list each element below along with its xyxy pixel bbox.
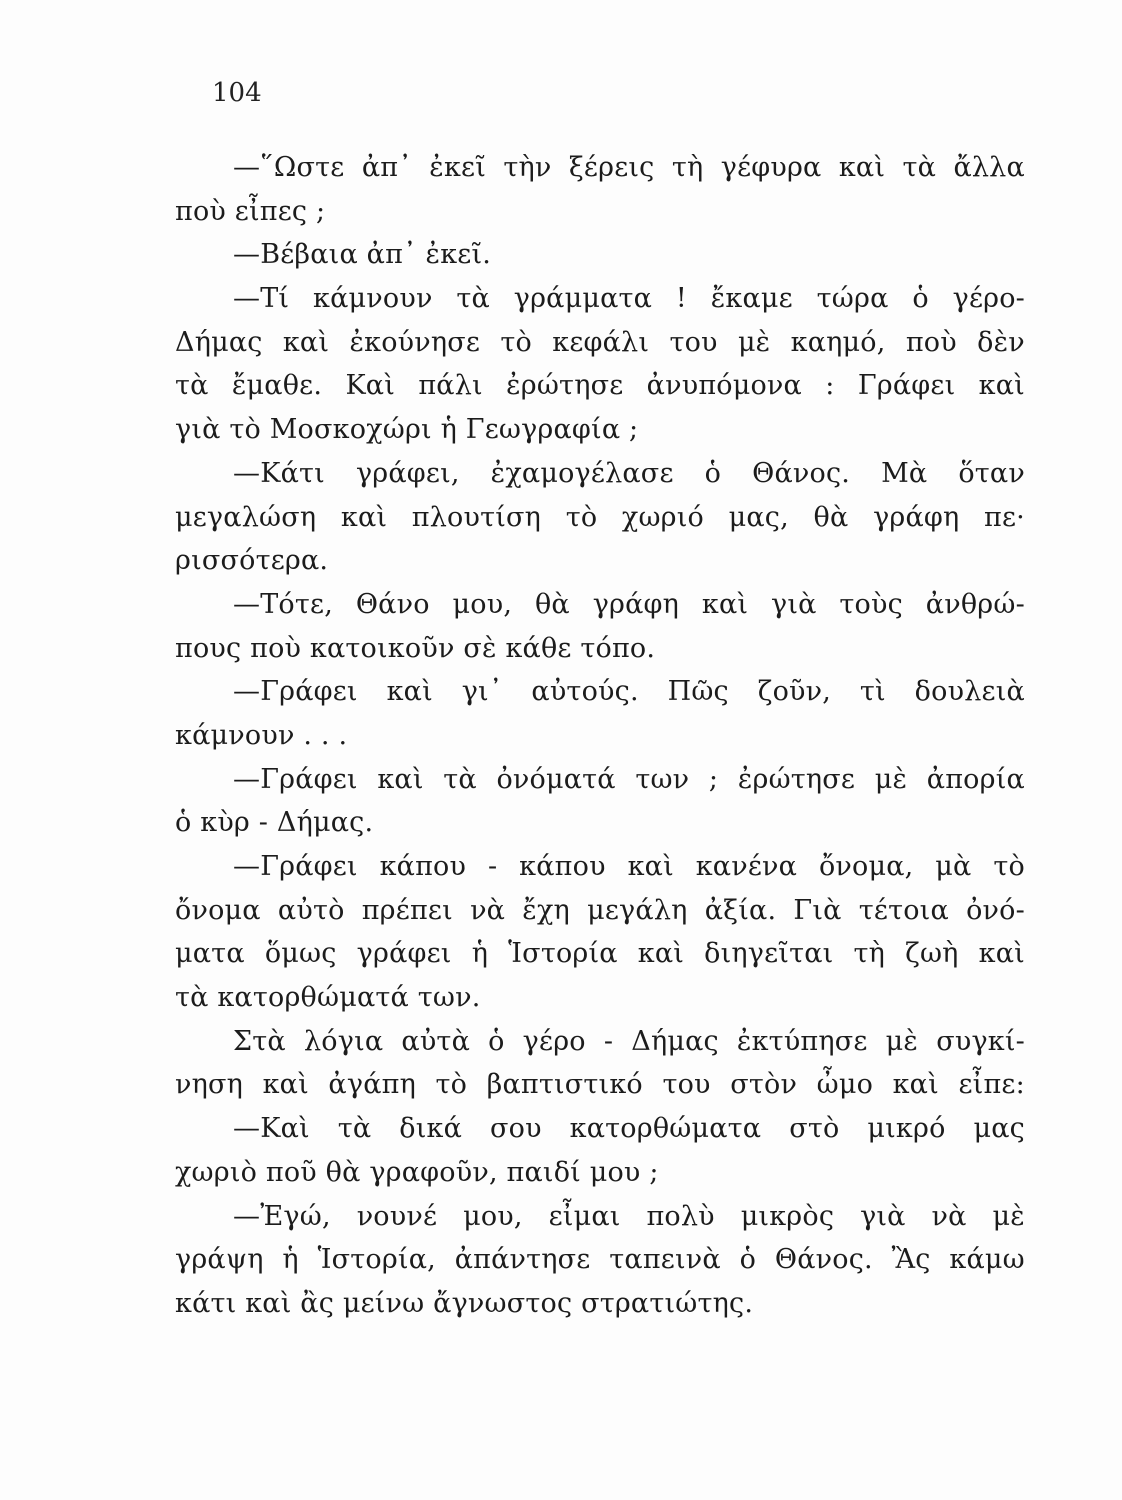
- text-line: [175, 583, 1025, 627]
- word: λόγια: [303, 1025, 384, 1057]
- word: αὐτὰ: [401, 1025, 471, 1057]
- text-line: [175, 190, 1025, 234]
- text-line: [175, 146, 1025, 190]
- word: μου,: [463, 1200, 523, 1232]
- text-line: [175, 932, 1025, 976]
- word: ὅμως: [264, 938, 337, 970]
- word: ματα: [175, 938, 245, 970]
- word: ἔχη: [522, 894, 570, 926]
- word: μου,: [452, 588, 513, 620]
- word: δικά: [399, 1113, 463, 1145]
- word: μας: [973, 1113, 1025, 1145]
- word: νηση: [175, 1069, 243, 1101]
- word: ὁ: [488, 1025, 505, 1057]
- word: :: [825, 370, 835, 402]
- word: γέφυρα: [720, 152, 822, 183]
- word: κατορθώματα: [569, 1113, 762, 1145]
- word: ὀνό-: [966, 894, 1025, 926]
- word: αὐτὸ: [277, 894, 345, 926]
- word: Γιὰ: [793, 894, 842, 926]
- word: ἀπορία: [926, 763, 1025, 795]
- word: τὰ: [902, 152, 937, 183]
- word: νὰ: [931, 1200, 967, 1232]
- text-line: [175, 801, 1025, 845]
- text-line: [175, 1282, 1025, 1326]
- text-line: [175, 277, 1025, 321]
- word: ἐκούνησε: [349, 326, 481, 358]
- word: ὀνόματά: [496, 763, 616, 795]
- word: τοὺς: [839, 588, 903, 620]
- word: !: [675, 283, 687, 315]
- text-line: [175, 627, 1025, 671]
- word: μὲ: [885, 1025, 919, 1057]
- word: ὁ: [739, 1244, 757, 1276]
- word: καὶ: [701, 588, 749, 620]
- word: εἶπε:: [958, 1069, 1025, 1101]
- text-line: [175, 539, 1025, 583]
- text-line: [175, 1195, 1025, 1239]
- line-text: τὰ κατορθώματά των.: [175, 982, 481, 1014]
- word: καὶ: [637, 938, 685, 970]
- word: ποὺ: [905, 326, 957, 358]
- word: —Καὶ: [233, 1113, 310, 1145]
- line-text: ὁ κὺρ - Δήμας.: [175, 807, 374, 839]
- word: καημό,: [790, 326, 886, 358]
- word: καὶ: [282, 326, 330, 358]
- word: ὦμο: [816, 1069, 874, 1101]
- word: αὐτούς.: [531, 676, 639, 708]
- text-line: [175, 496, 1025, 540]
- word: δουλειὰ: [914, 676, 1025, 708]
- word: εἶμαι: [548, 1200, 621, 1232]
- word: μὲ: [737, 326, 771, 358]
- word: στὸ: [789, 1113, 840, 1145]
- word: τέτοια: [858, 894, 949, 926]
- page-number: 104: [212, 78, 262, 108]
- line-text: πους ποὺ κατοικοῦν σὲ κάθε τόπο.: [175, 632, 656, 664]
- word: χωριό: [621, 501, 704, 533]
- word: -: [603, 1025, 614, 1057]
- word: μὰ: [935, 851, 972, 882]
- word: Πῶς: [667, 676, 729, 708]
- word: καὶ: [340, 501, 388, 533]
- word: καὶ: [386, 676, 433, 708]
- word: ἡ: [282, 1244, 299, 1276]
- word: τὸ: [500, 326, 532, 358]
- word: τὸ: [993, 851, 1025, 882]
- word: ἡ: [471, 938, 489, 970]
- word: νὰ: [470, 894, 506, 926]
- word: ἀξία.: [704, 894, 777, 926]
- text-line: [175, 452, 1025, 496]
- word: γράφει: [356, 938, 452, 970]
- word: καὶ: [978, 938, 1025, 970]
- word: —῞Ωστε: [233, 152, 345, 183]
- word: ἀπάντησε: [454, 1244, 591, 1276]
- word: καὶ: [892, 1069, 939, 1101]
- word: Γράφει: [857, 370, 956, 402]
- word: στὸν: [730, 1069, 798, 1101]
- text-line: [175, 408, 1025, 452]
- word: τὰ: [337, 1113, 372, 1145]
- word: ζοῦν,: [757, 676, 832, 708]
- word: τὴ: [853, 938, 886, 970]
- word: ὄνομα,: [818, 851, 914, 882]
- word: Θάνος.: [752, 457, 851, 489]
- word: γέρο-: [952, 283, 1025, 315]
- word: Καὶ: [345, 370, 396, 402]
- word: καὶ: [838, 152, 886, 183]
- word: γιὰ: [771, 588, 817, 620]
- word: —Γράφει: [233, 676, 358, 708]
- text-line: [175, 1020, 1025, 1064]
- word: ὁ: [704, 457, 722, 489]
- text-line: [175, 845, 1025, 889]
- word: μὲ: [874, 763, 908, 795]
- word: Στὰ: [233, 1025, 286, 1057]
- line-text: κάτι καὶ ἂς μείνω ἄγνωστος στρατιώτης.: [175, 1287, 754, 1319]
- text-line: [175, 233, 1025, 277]
- word: γράψη: [175, 1244, 264, 1276]
- line-text: κάμνουν . . .: [175, 719, 348, 751]
- word: γι᾽: [461, 676, 503, 708]
- text-line: [175, 670, 1025, 714]
- word: ζωὴ: [905, 938, 959, 970]
- word: καὶ: [978, 370, 1025, 402]
- word: ἐχαμογέλασε: [490, 457, 674, 489]
- word: Δήμας: [175, 326, 263, 358]
- word: θὰ: [813, 501, 849, 533]
- word: μας,: [728, 501, 789, 533]
- line-text: ποὺ εἶπες ;: [175, 195, 326, 227]
- word: ἀνυπόμονα: [646, 370, 802, 402]
- word: καὶ: [377, 763, 424, 795]
- word: ὄνομα: [175, 894, 261, 926]
- word: ἐκεῖ: [429, 152, 486, 183]
- word: μεγαλώση: [175, 501, 317, 533]
- word: τὸ: [565, 501, 598, 533]
- text-line: [175, 1238, 1025, 1282]
- word: τὴν: [503, 152, 552, 183]
- word: γράμματα: [513, 283, 653, 315]
- line-text: γιὰ τὸ Μοσκοχώρι ἡ Γεωγραφία ;: [175, 414, 639, 446]
- word: πολὺ: [646, 1200, 715, 1232]
- word: καὶ: [262, 1069, 309, 1101]
- word: κάμνουν: [313, 283, 433, 315]
- word: τὴ: [671, 152, 704, 183]
- text-line: [175, 1151, 1025, 1195]
- word: ἐρώτησε: [506, 370, 624, 402]
- word: —Γράφει: [233, 763, 358, 795]
- word: πρέπει: [361, 894, 453, 926]
- word: —Γράφει: [233, 851, 358, 882]
- word: Ἱστορία: [508, 938, 618, 970]
- word: —Κάτι: [233, 457, 325, 489]
- body-text: [175, 146, 1025, 1326]
- word: συγκί-: [936, 1025, 1025, 1057]
- line-text: ρισσότερα.: [175, 545, 329, 577]
- word: θὰ: [534, 588, 570, 620]
- word: Μὰ: [881, 457, 928, 489]
- word: τώρα: [816, 283, 889, 315]
- word: πλουτίση: [411, 501, 542, 533]
- word: νουνέ: [356, 1200, 438, 1232]
- word: ἀνθρώ-: [925, 588, 1025, 620]
- word: ἔκαμε: [710, 283, 793, 315]
- text-line: [175, 758, 1025, 802]
- word: ταπεινὰ: [609, 1244, 721, 1276]
- word: γράφη: [592, 588, 680, 620]
- word: Ἱστορία,: [317, 1244, 436, 1276]
- text-line: [175, 364, 1025, 408]
- word: κεφάλι: [552, 326, 650, 358]
- word: τὰ: [175, 370, 209, 402]
- word: τὸ: [435, 1069, 468, 1101]
- text-line: [175, 1063, 1025, 1107]
- word: πάλι: [418, 370, 483, 402]
- word: Θάνο: [355, 588, 430, 620]
- word: καὶ: [627, 851, 674, 882]
- word: γέρο: [522, 1025, 586, 1057]
- word: του: [669, 326, 718, 358]
- text-line: [175, 1107, 1025, 1151]
- word: Ἂς: [891, 1244, 931, 1276]
- word: βαπτιστικό: [486, 1069, 643, 1101]
- word: μικρό: [867, 1113, 946, 1145]
- word: —Τότε,: [233, 588, 333, 620]
- word: δὲν: [977, 326, 1025, 358]
- word: ἀγάπη: [328, 1069, 416, 1101]
- word: ὅταν: [958, 457, 1025, 489]
- word: —Ἐγώ,: [233, 1200, 331, 1232]
- word: μεγάλη: [587, 894, 688, 926]
- word: ;: [708, 763, 719, 795]
- word: πε·: [984, 501, 1025, 533]
- word: τὰ: [456, 283, 490, 315]
- word: του: [662, 1069, 711, 1101]
- word: μικρὸς: [740, 1200, 835, 1232]
- word: γιὰ: [860, 1200, 906, 1232]
- word: ὁ: [912, 283, 929, 315]
- word: ξέρεις: [568, 152, 655, 183]
- word: κάμω: [949, 1244, 1025, 1276]
- word: -: [487, 851, 498, 882]
- word: τὰ: [443, 763, 477, 795]
- text-line: [175, 976, 1025, 1020]
- line-text: —Βέβαια ἀπ᾽ ἐκεῖ.: [233, 239, 492, 271]
- word: γράφη: [873, 501, 960, 533]
- word: ἐρώτησε: [737, 763, 856, 795]
- line-text: χωριὸ ποῦ θὰ γραφοῦν, παιδί μου ;: [175, 1156, 659, 1188]
- word: κάπου: [519, 851, 606, 882]
- word: ἐκτύπησε: [736, 1025, 868, 1057]
- word: Θάνος.: [774, 1244, 873, 1276]
- text-line: [175, 321, 1025, 365]
- word: σου: [489, 1113, 542, 1145]
- text-line: [175, 889, 1025, 933]
- word: γράφει,: [355, 457, 460, 489]
- word: κανένα: [695, 851, 798, 882]
- word: ἄλλα: [953, 152, 1025, 183]
- word: μὲ: [992, 1200, 1025, 1232]
- word: τὶ: [859, 676, 886, 708]
- word: —Τί: [233, 283, 290, 315]
- word: ἔμαθε.: [231, 370, 323, 402]
- word: Δήμας: [631, 1025, 719, 1057]
- word: ἀπ᾽: [361, 152, 412, 183]
- word: των: [635, 763, 690, 795]
- word: διηγεῖται: [704, 938, 834, 970]
- text-line: [175, 714, 1025, 758]
- word: κάπου: [379, 851, 467, 882]
